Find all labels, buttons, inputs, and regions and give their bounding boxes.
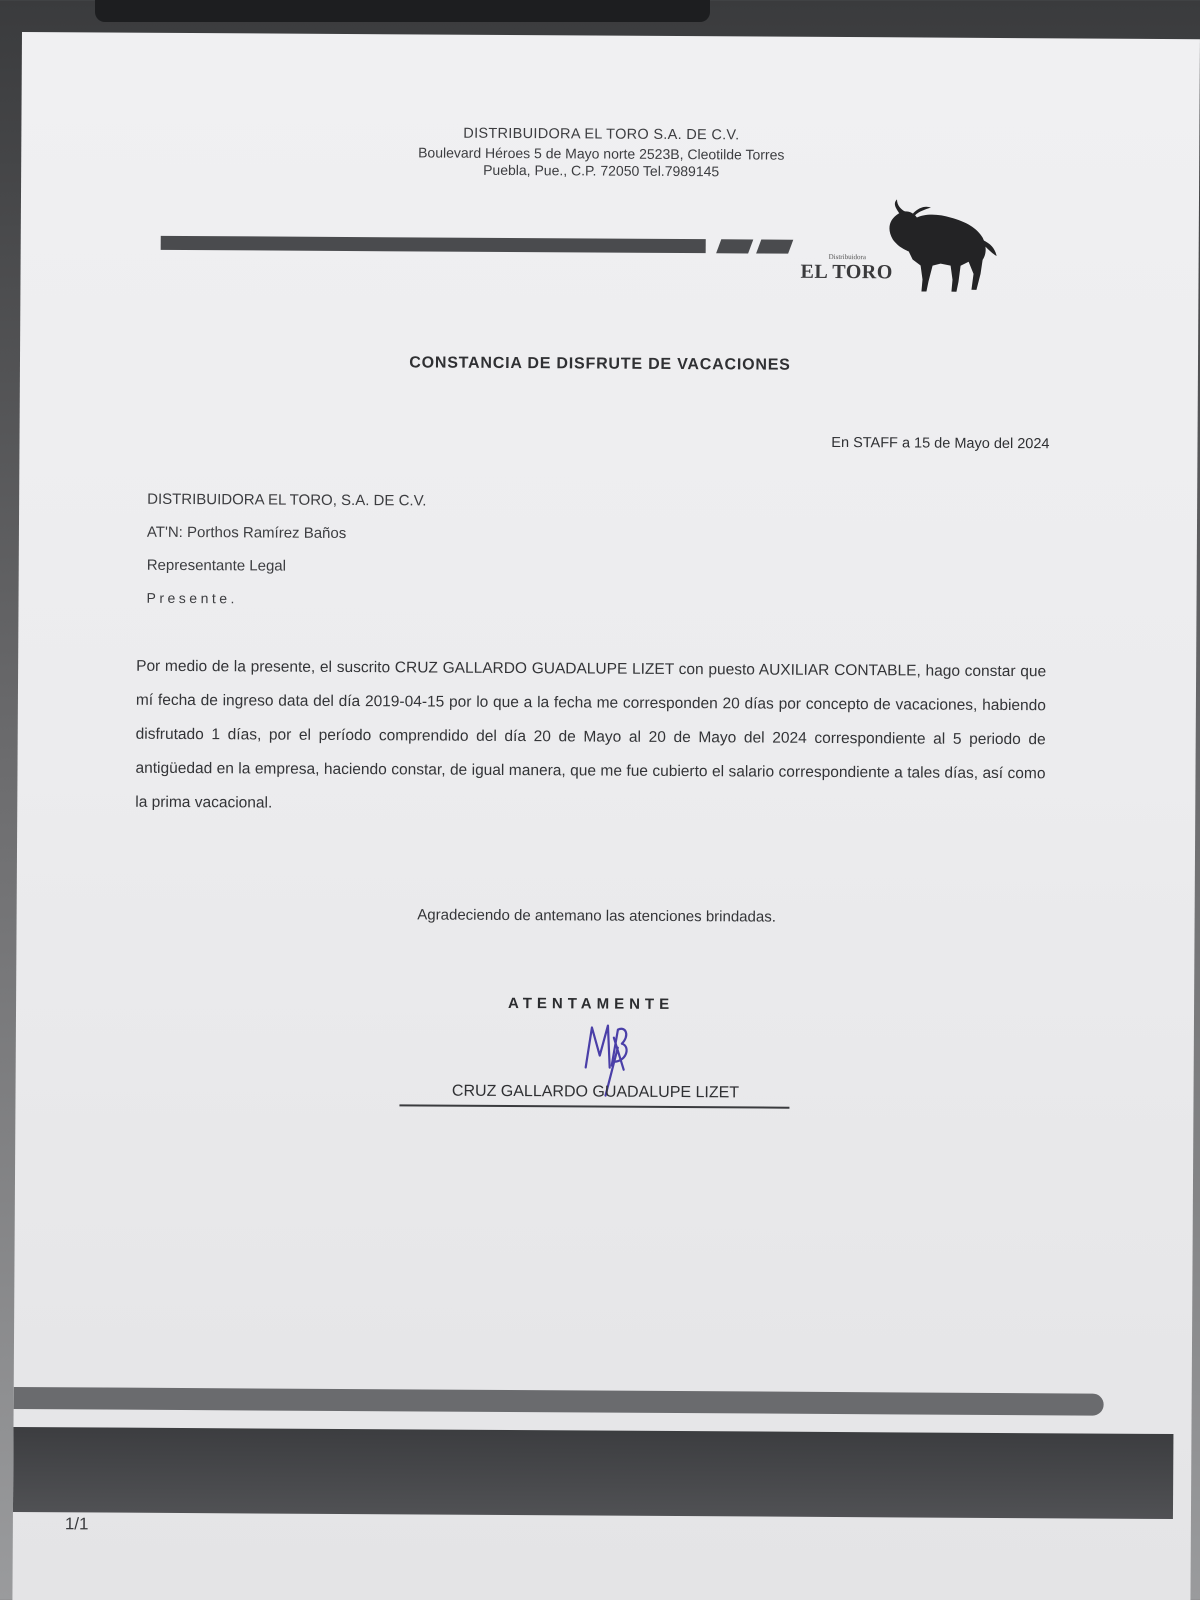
- document-title: CONSTANCIA DE DISFRUTE DE VACACIONES: [409, 354, 791, 374]
- company-header: [21, 120, 1181, 183]
- signature-line: [399, 1104, 789, 1108]
- logo-text: EL TORO: [800, 260, 893, 284]
- company-address-line1: Boulevard Héroes 5 de Mayo norte 2523B, Cleotilde Torres: [418, 144, 785, 163]
- logo-subtitle: Distribuidora: [828, 252, 866, 262]
- addressee-company: DISTRIBUIDORA EL TORO, S.A. DE C.V.: [147, 490, 427, 510]
- header-divider-chip: [756, 240, 793, 254]
- company-address-line2: Puebla, Pue., C.P. 72050 Tel.7989145: [483, 161, 720, 180]
- signoff: ATENTAMENTE: [507, 994, 675, 1014]
- addressee-role: Representante Legal: [146, 556, 287, 575]
- body-paragraph: Por medio de la presente, el suscrito CRUZ GALLARDO GUADALUPE LIZET con puesto AUXILIAR CONTABLE, hago constar que mí fecha de ingreso data del día 2019-04-15 por lo que a la fecha me corresponden 20 días por concepto de vacaciones, habiendo disfrutado 1 días, por el período comprendido del día 20 de Mayo al 20 de Mayo del 2024 correspondiente al 5 periodo de antigüedad en la empresa, haciendo constar, de igual manera, que me fue cubierto el salario correspondiente a tales días, así como la prima vacacional.: [135, 657, 1047, 812]
- company-name: DISTRIBUIDORA EL TORO S.A. DE C.V.: [463, 125, 740, 144]
- closing-line: Agradeciendo de antemano las atenciones brindadas.: [417, 906, 776, 926]
- header-divider-chip: [716, 239, 753, 253]
- addressee-presente: Presente.: [146, 589, 239, 607]
- desk-object: [95, 0, 710, 22]
- addressee-block: [146, 483, 426, 617]
- signer-name: CRUZ GALLARDO GUADALUPE LIZET: [451, 1082, 740, 1102]
- bull-icon: [800, 199, 1001, 300]
- header-divider-bar: [161, 236, 706, 253]
- document-page: [12, 32, 1200, 1600]
- footer-band: [13, 1427, 1173, 1519]
- page-counter: 1/1: [64, 1514, 89, 1534]
- addressee-attention: AT'N: Porthos Ramírez Baños: [146, 523, 347, 542]
- date-line: En STAFF a 15 de Mayo del 2024: [831, 434, 1050, 453]
- footer-bar: [14, 1387, 1104, 1416]
